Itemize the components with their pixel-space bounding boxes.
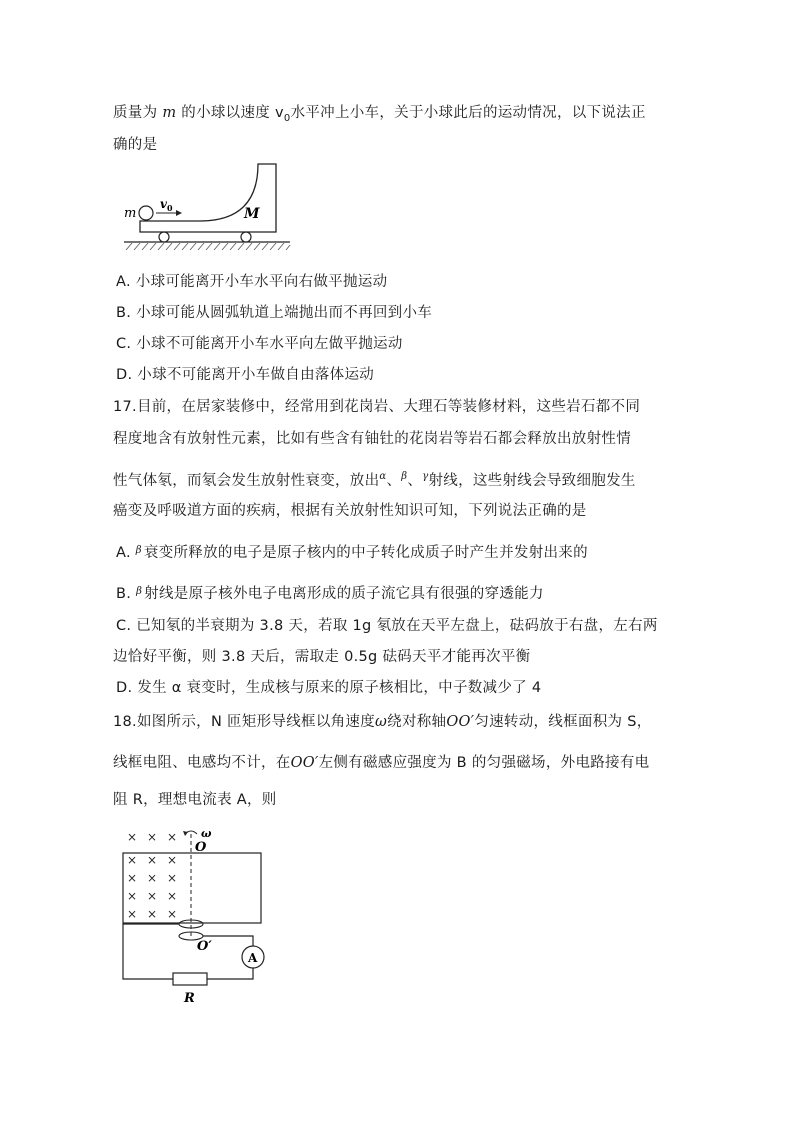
q16-cart-figure xyxy=(118,160,298,256)
q16-velocity-symbol: v xyxy=(275,105,284,121)
q16-stem-text: 质量为 xyxy=(113,105,163,121)
q16-option-d: D. 小球不可能离开小车做自由落体运动 xyxy=(116,367,375,383)
q17-stem-line2: 程度地含有放射性元素，比如有些含有铀钍的花岗岩等岩石都会释放出放射性情 xyxy=(113,431,631,447)
q16-stem-text-post: 水平冲上小车，关于小球此后的运动情况，以下说法正 xyxy=(290,105,646,121)
q16-fig-cart-label: M xyxy=(244,206,260,222)
q17-stem-line3 xyxy=(113,469,636,490)
q17-option-a-letter: A. xyxy=(116,545,136,561)
q18-resistor xyxy=(173,973,207,985)
q17-stem-line4: 癌变及呼吸道方面的疾病，根据有关放射性知识可知，下列说法正确的是 xyxy=(113,503,587,519)
q18-stem-line3: 阻 R，理想电流表 A，则 xyxy=(113,792,277,808)
svg-text:×: × xyxy=(167,853,178,867)
q17-option-a-beta: β xyxy=(135,545,142,556)
q17-option-c-line1: C. 已知氡的半衰期为 3.8 天，若取 1g 氡放在天平左盘上，砝码放于右盘，左右两 xyxy=(116,618,658,634)
q16-velocity-subscript: 0 xyxy=(283,112,291,124)
q16-wheel-right xyxy=(241,232,251,242)
svg-text:×: × xyxy=(127,830,138,844)
svg-text:×: × xyxy=(147,853,158,867)
q17-gamma-symbol: γ xyxy=(422,471,429,482)
q17-sep1: 、 xyxy=(386,473,402,489)
q16-stem-line1 xyxy=(113,101,646,124)
q18-omega-symbol: ω xyxy=(375,714,388,730)
q18-stem-line2 xyxy=(113,751,649,772)
q16-option-c: C. 小球不可能离开小车水平向左做平抛运动 xyxy=(116,336,403,352)
q16-ball xyxy=(139,206,153,220)
q17-option-a xyxy=(116,541,588,562)
svg-text:×: × xyxy=(147,830,158,844)
q16-fig-velocity-label: v xyxy=(160,197,167,211)
q17-stem-line1: 17.目前，在居家装修中，经常用到花岗岩、大理石等装修材料，这些岩石都不同 xyxy=(113,399,641,415)
q17-alpha-symbol: α xyxy=(379,471,387,482)
q16-stem-line2: 确的是 xyxy=(113,137,158,153)
q18-line2-text: 线框电阻、电感均不计，在 xyxy=(113,755,291,771)
q18-coil xyxy=(123,853,261,923)
q18-axis-symbol-2: OO′ xyxy=(290,755,319,771)
q16-fig-velocity-sub: 0 xyxy=(167,203,173,213)
svg-text:×: × xyxy=(147,871,158,885)
q18-circuit-figure xyxy=(115,826,275,1006)
q17-option-b-beta: β xyxy=(136,586,143,597)
q17-option-a-text: 衰变所释放的电子是原子核内的中子转化成质子时产生并发射出来的 xyxy=(143,545,588,561)
q16-mass-symbol: m xyxy=(162,105,177,121)
q17-line3-text: 性气体氡，而氡会发生放射性衰变，放出 xyxy=(113,473,380,489)
svg-text:×: × xyxy=(127,889,138,903)
q17-option-d: D. 发生 α 衰变时，生成核与原来的原子核相比，中子数减少了 4 xyxy=(116,680,542,696)
q18-fig-resistor-label: R xyxy=(184,991,195,1006)
q18-stem-line1 xyxy=(113,710,652,731)
q17-beta-symbol: β xyxy=(401,471,408,482)
q17-option-c-line2: 边恰好平衡，则 3.8 天后，需取走 0.5g 砝码天平才能再次平衡 xyxy=(113,649,531,665)
q16-option-b: B. 小球可能从圆弧轨道上端抛出而不再回到小车 xyxy=(116,305,433,321)
q16-option-a: A. 小球可能离开小车水平向右做平抛运动 xyxy=(116,274,388,290)
q18-line1-post: 匀速转动，线框面积为 S， xyxy=(474,714,652,730)
q18-magnetic-field xyxy=(127,830,177,921)
svg-text:×: × xyxy=(147,889,158,903)
q18-line1-mid: 绕对称轴 xyxy=(387,714,447,730)
svg-text:×: × xyxy=(167,871,178,885)
svg-text:×: × xyxy=(167,907,178,921)
q16-fig-mass-label: m xyxy=(124,206,137,221)
q17-line3-post: 射线，这些射线会导致细胞发生 xyxy=(428,473,636,489)
q17-sep2: 、 xyxy=(407,473,423,489)
q18-fig-o: O xyxy=(195,840,207,855)
q18-fig-omega: ω xyxy=(201,827,212,840)
svg-text:×: × xyxy=(127,871,138,885)
q18-axis-symbol: OO′ xyxy=(446,714,475,730)
svg-text:×: × xyxy=(147,907,158,921)
q18-line1-text: 18.如图所示，N 匝矩形导线框以角速度 xyxy=(113,714,376,730)
q16-wheel-left xyxy=(159,232,169,242)
svg-text:×: × xyxy=(127,907,138,921)
svg-text:×: × xyxy=(127,853,138,867)
q17-option-b xyxy=(116,582,544,603)
q18-fig-o-prime: O′ xyxy=(197,939,212,954)
svg-text:×: × xyxy=(167,889,178,903)
q18-fig-ammeter-label: A xyxy=(248,951,258,965)
q16-stem-text-mid: 的小球以速度 xyxy=(176,105,275,121)
q17-option-b-text: 射线是原子核外电子电离形成的质子流它具有很强的穿透能力 xyxy=(144,586,544,602)
svg-text:×: × xyxy=(167,830,178,844)
q17-option-b-letter: B. xyxy=(116,586,137,602)
q18-line2-post: 左侧有磁感应强度为 B 的匀强磁场，外电路接有电 xyxy=(318,755,650,771)
